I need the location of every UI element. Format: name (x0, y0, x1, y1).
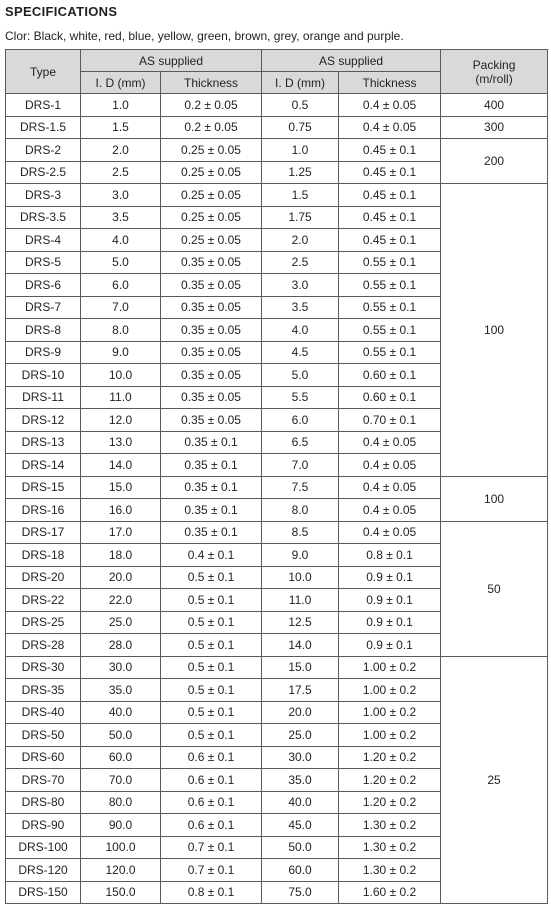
cell-type: DRS-13 (6, 431, 81, 454)
cell-id-2: 1.75 (262, 206, 339, 229)
cell-thickness-1: 0.35 ± 0.05 (161, 364, 262, 387)
header-id-1: I. D (mm) (81, 72, 161, 94)
cell-id-1: 80.0 (81, 791, 161, 814)
cell-type: DRS-9 (6, 341, 81, 364)
cell-thickness-1: 0.35 ± 0.1 (161, 476, 262, 499)
specifications-table (5, 49, 548, 904)
cell-thickness-1: 0.35 ± 0.1 (161, 521, 262, 544)
cell-type: DRS-7 (6, 296, 81, 319)
cell-type: DRS-5 (6, 251, 81, 274)
cell-thickness-1: 0.6 ± 0.1 (161, 746, 262, 769)
table-row (6, 116, 548, 139)
cell-thickness-1: 0.25 ± 0.05 (161, 139, 262, 162)
cell-thickness-1: 0.35 ± 0.1 (161, 454, 262, 477)
cell-thickness-2: 0.4 ± 0.05 (339, 476, 441, 499)
cell-thickness-2: 0.70 ± 0.1 (339, 409, 441, 432)
cell-type: DRS-14 (6, 454, 81, 477)
cell-id-2: 3.0 (262, 274, 339, 297)
cell-id-2: 2.0 (262, 229, 339, 252)
header-packing-line1: Packing (472, 57, 516, 72)
cell-type: DRS-11 (6, 386, 81, 409)
cell-id-1: 8.0 (81, 319, 161, 342)
cell-type: DRS-40 (6, 701, 81, 724)
cell-thickness-2: 1.20 ± 0.2 (339, 746, 441, 769)
cell-thickness-1: 0.6 ± 0.1 (161, 791, 262, 814)
cell-thickness-2: 0.60 ± 0.1 (339, 386, 441, 409)
cell-id-1: 13.0 (81, 431, 161, 454)
cell-thickness-1: 0.25 ± 0.05 (161, 229, 262, 252)
cell-thickness-2: 1.00 ± 0.2 (339, 656, 441, 679)
cell-id-1: 7.0 (81, 296, 161, 319)
cell-id-1: 1.5 (81, 116, 161, 139)
cell-type: DRS-100 (6, 836, 81, 859)
header-as-supplied-1: AS supplied (81, 50, 262, 72)
cell-id-1: 90.0 (81, 814, 161, 837)
cell-id-1: 4.0 (81, 229, 161, 252)
cell-id-2: 60.0 (262, 859, 339, 882)
cell-id-2: 5.5 (262, 386, 339, 409)
cell-id-1: 16.0 (81, 499, 161, 522)
cell-id-2: 7.5 (262, 476, 339, 499)
cell-id-2: 6.5 (262, 431, 339, 454)
cell-thickness-1: 0.35 ± 0.05 (161, 296, 262, 319)
cell-thickness-2: 0.45 ± 0.1 (339, 206, 441, 229)
cell-type: DRS-6 (6, 274, 81, 297)
cell-type: DRS-120 (6, 859, 81, 882)
page-title: SPECIFICATIONS (5, 4, 118, 19)
cell-packing: 200 (441, 139, 548, 184)
cell-thickness-2: 0.4 ± 0.05 (339, 116, 441, 139)
cell-type: DRS-60 (6, 746, 81, 769)
cell-id-1: 18.0 (81, 544, 161, 567)
cell-type: DRS-30 (6, 656, 81, 679)
cell-id-1: 150.0 (81, 881, 161, 904)
cell-type: DRS-18 (6, 544, 81, 567)
cell-thickness-2: 0.45 ± 0.1 (339, 229, 441, 252)
cell-thickness-1: 0.25 ± 0.05 (161, 206, 262, 229)
cell-id-1: 11.0 (81, 386, 161, 409)
cell-thickness-2: 0.8 ± 0.1 (339, 544, 441, 567)
cell-id-1: 40.0 (81, 701, 161, 724)
cell-type: DRS-25 (6, 611, 81, 634)
cell-thickness-2: 0.55 ± 0.1 (339, 274, 441, 297)
table-row (6, 139, 548, 162)
cell-packing: 400 (441, 94, 548, 117)
cell-thickness-2: 0.45 ± 0.1 (339, 139, 441, 162)
cell-thickness-1: 0.35 ± 0.1 (161, 499, 262, 522)
header-packing (441, 50, 548, 94)
cell-id-2: 45.0 (262, 814, 339, 837)
cell-type: DRS-90 (6, 814, 81, 837)
cell-thickness-2: 0.4 ± 0.05 (339, 454, 441, 477)
cell-thickness-2: 0.4 ± 0.05 (339, 521, 441, 544)
cell-thickness-1: 0.4 ± 0.1 (161, 544, 262, 567)
cell-thickness-1: 0.7 ± 0.1 (161, 836, 262, 859)
cell-id-1: 22.0 (81, 589, 161, 612)
cell-thickness-1: 0.5 ± 0.1 (161, 611, 262, 634)
cell-id-1: 15.0 (81, 476, 161, 499)
cell-thickness-2: 0.4 ± 0.05 (339, 499, 441, 522)
cell-thickness-2: 1.60 ± 0.2 (339, 881, 441, 904)
cell-id-2: 4.5 (262, 341, 339, 364)
cell-thickness-1: 0.2 ± 0.05 (161, 116, 262, 139)
cell-thickness-1: 0.5 ± 0.1 (161, 701, 262, 724)
cell-thickness-2: 0.4 ± 0.05 (339, 431, 441, 454)
cell-thickness-1: 0.35 ± 0.05 (161, 319, 262, 342)
cell-id-2: 8.5 (262, 521, 339, 544)
cell-id-2: 50.0 (262, 836, 339, 859)
table-body (6, 94, 548, 904)
cell-thickness-1: 0.6 ± 0.1 (161, 769, 262, 792)
cell-type: DRS-3.5 (6, 206, 81, 229)
cell-id-1: 70.0 (81, 769, 161, 792)
cell-id-2: 6.0 (262, 409, 339, 432)
header-type: Type (6, 50, 81, 94)
header-thickness-1: Thickness (161, 72, 262, 94)
cell-type: DRS-20 (6, 566, 81, 589)
cell-id-2: 12.5 (262, 611, 339, 634)
cell-thickness-2: 1.30 ± 0.2 (339, 836, 441, 859)
cell-thickness-2: 1.00 ± 0.2 (339, 679, 441, 702)
header-packing-line2: (m/roll) (475, 71, 513, 86)
cell-id-2: 2.5 (262, 251, 339, 274)
cell-id-1: 17.0 (81, 521, 161, 544)
cell-id-2: 1.0 (262, 139, 339, 162)
cell-thickness-2: 0.55 ± 0.1 (339, 251, 441, 274)
cell-type: DRS-80 (6, 791, 81, 814)
cell-type: DRS-2.5 (6, 161, 81, 184)
cell-type: DRS-22 (6, 589, 81, 612)
cell-type: DRS-2 (6, 139, 81, 162)
cell-type: DRS-4 (6, 229, 81, 252)
cell-id-1: 6.0 (81, 274, 161, 297)
cell-thickness-1: 0.25 ± 0.05 (161, 184, 262, 207)
cell-packing: 50 (441, 521, 548, 656)
cell-id-2: 0.5 (262, 94, 339, 117)
cell-type: DRS-16 (6, 499, 81, 522)
cell-id-2: 11.0 (262, 589, 339, 612)
cell-packing: 100 (441, 476, 548, 521)
cell-id-1: 60.0 (81, 746, 161, 769)
cell-thickness-2: 1.00 ± 0.2 (339, 724, 441, 747)
cell-id-1: 20.0 (81, 566, 161, 589)
cell-id-1: 14.0 (81, 454, 161, 477)
cell-thickness-2: 1.30 ± 0.2 (339, 814, 441, 837)
table-row (6, 656, 548, 679)
cell-type: DRS-15 (6, 476, 81, 499)
header-as-supplied-2: AS supplied (262, 50, 441, 72)
cell-type: DRS-1 (6, 94, 81, 117)
cell-thickness-2: 1.20 ± 0.2 (339, 769, 441, 792)
cell-id-2: 1.5 (262, 184, 339, 207)
cell-id-2: 25.0 (262, 724, 339, 747)
cell-type: DRS-1.5 (6, 116, 81, 139)
cell-thickness-1: 0.7 ± 0.1 (161, 859, 262, 882)
cell-thickness-2: 0.9 ± 0.1 (339, 611, 441, 634)
cell-type: DRS-3 (6, 184, 81, 207)
cell-id-2: 40.0 (262, 791, 339, 814)
cell-id-1: 10.0 (81, 364, 161, 387)
cell-thickness-1: 0.35 ± 0.05 (161, 341, 262, 364)
cell-id-2: 14.0 (262, 634, 339, 657)
cell-thickness-1: 0.5 ± 0.1 (161, 589, 262, 612)
cell-id-2: 10.0 (262, 566, 339, 589)
cell-thickness-1: 0.5 ± 0.1 (161, 679, 262, 702)
table-row (6, 94, 548, 117)
cell-id-2: 0.75 (262, 116, 339, 139)
header-id-2: I. D (mm) (262, 72, 339, 94)
cell-thickness-1: 0.8 ± 0.1 (161, 881, 262, 904)
cell-type: DRS-17 (6, 521, 81, 544)
cell-thickness-1: 0.35 ± 0.05 (161, 251, 262, 274)
cell-thickness-1: 0.35 ± 0.05 (161, 274, 262, 297)
cell-id-2: 7.0 (262, 454, 339, 477)
cell-id-1: 35.0 (81, 679, 161, 702)
cell-thickness-1: 0.2 ± 0.05 (161, 94, 262, 117)
table-row (6, 521, 548, 544)
cell-packing: 100 (441, 184, 548, 477)
header-thickness-2: Thickness (339, 72, 441, 94)
cell-packing: 25 (441, 656, 548, 904)
cell-id-2: 4.0 (262, 319, 339, 342)
cell-packing: 300 (441, 116, 548, 139)
cell-thickness-2: 0.60 ± 0.1 (339, 364, 441, 387)
cell-id-1: 30.0 (81, 656, 161, 679)
cell-thickness-1: 0.6 ± 0.1 (161, 814, 262, 837)
cell-id-2: 20.0 (262, 701, 339, 724)
cell-thickness-2: 0.55 ± 0.1 (339, 319, 441, 342)
table-row (6, 184, 548, 207)
cell-id-1: 120.0 (81, 859, 161, 882)
cell-thickness-2: 0.55 ± 0.1 (339, 341, 441, 364)
cell-id-1: 3.5 (81, 206, 161, 229)
cell-id-2: 35.0 (262, 769, 339, 792)
cell-type: DRS-10 (6, 364, 81, 387)
cell-id-1: 5.0 (81, 251, 161, 274)
cell-thickness-2: 0.9 ± 0.1 (339, 566, 441, 589)
cell-thickness-1: 0.5 ± 0.1 (161, 656, 262, 679)
cell-id-2: 9.0 (262, 544, 339, 567)
cell-thickness-1: 0.35 ± 0.05 (161, 386, 262, 409)
cell-type: DRS-12 (6, 409, 81, 432)
cell-id-2: 1.25 (262, 161, 339, 184)
cell-id-2: 17.5 (262, 679, 339, 702)
cell-thickness-2: 0.45 ± 0.1 (339, 184, 441, 207)
cell-thickness-1: 0.25 ± 0.05 (161, 161, 262, 184)
cell-id-1: 9.0 (81, 341, 161, 364)
cell-id-2: 3.5 (262, 296, 339, 319)
cell-id-1: 2.5 (81, 161, 161, 184)
cell-type: DRS-35 (6, 679, 81, 702)
cell-id-2: 75.0 (262, 881, 339, 904)
color-note: Clor: Black, white, red, blue, yellow, green, brown, grey, orange and purple. (5, 29, 404, 43)
cell-id-1: 3.0 (81, 184, 161, 207)
cell-id-2: 5.0 (262, 364, 339, 387)
cell-type: DRS-50 (6, 724, 81, 747)
cell-id-1: 100.0 (81, 836, 161, 859)
cell-id-2: 30.0 (262, 746, 339, 769)
cell-thickness-2: 1.00 ± 0.2 (339, 701, 441, 724)
cell-thickness-2: 0.55 ± 0.1 (339, 296, 441, 319)
cell-thickness-2: 1.30 ± 0.2 (339, 859, 441, 882)
cell-thickness-1: 0.5 ± 0.1 (161, 724, 262, 747)
cell-type: DRS-150 (6, 881, 81, 904)
cell-id-2: 15.0 (262, 656, 339, 679)
table-row (6, 476, 548, 499)
cell-thickness-2: 0.4 ± 0.05 (339, 94, 441, 117)
cell-thickness-2: 1.20 ± 0.2 (339, 791, 441, 814)
cell-id-1: 28.0 (81, 634, 161, 657)
cell-thickness-1: 0.35 ± 0.05 (161, 409, 262, 432)
cell-type: DRS-28 (6, 634, 81, 657)
cell-thickness-2: 0.9 ± 0.1 (339, 634, 441, 657)
cell-thickness-1: 0.5 ± 0.1 (161, 566, 262, 589)
table-header (6, 50, 548, 94)
cell-id-1: 1.0 (81, 94, 161, 117)
cell-id-2: 8.0 (262, 499, 339, 522)
cell-id-1: 12.0 (81, 409, 161, 432)
cell-type: DRS-8 (6, 319, 81, 342)
cell-type: DRS-70 (6, 769, 81, 792)
cell-thickness-1: 0.35 ± 0.1 (161, 431, 262, 454)
cell-id-1: 2.0 (81, 139, 161, 162)
cell-thickness-2: 0.45 ± 0.1 (339, 161, 441, 184)
cell-id-1: 25.0 (81, 611, 161, 634)
cell-thickness-2: 0.9 ± 0.1 (339, 589, 441, 612)
cell-id-1: 50.0 (81, 724, 161, 747)
cell-thickness-1: 0.5 ± 0.1 (161, 634, 262, 657)
